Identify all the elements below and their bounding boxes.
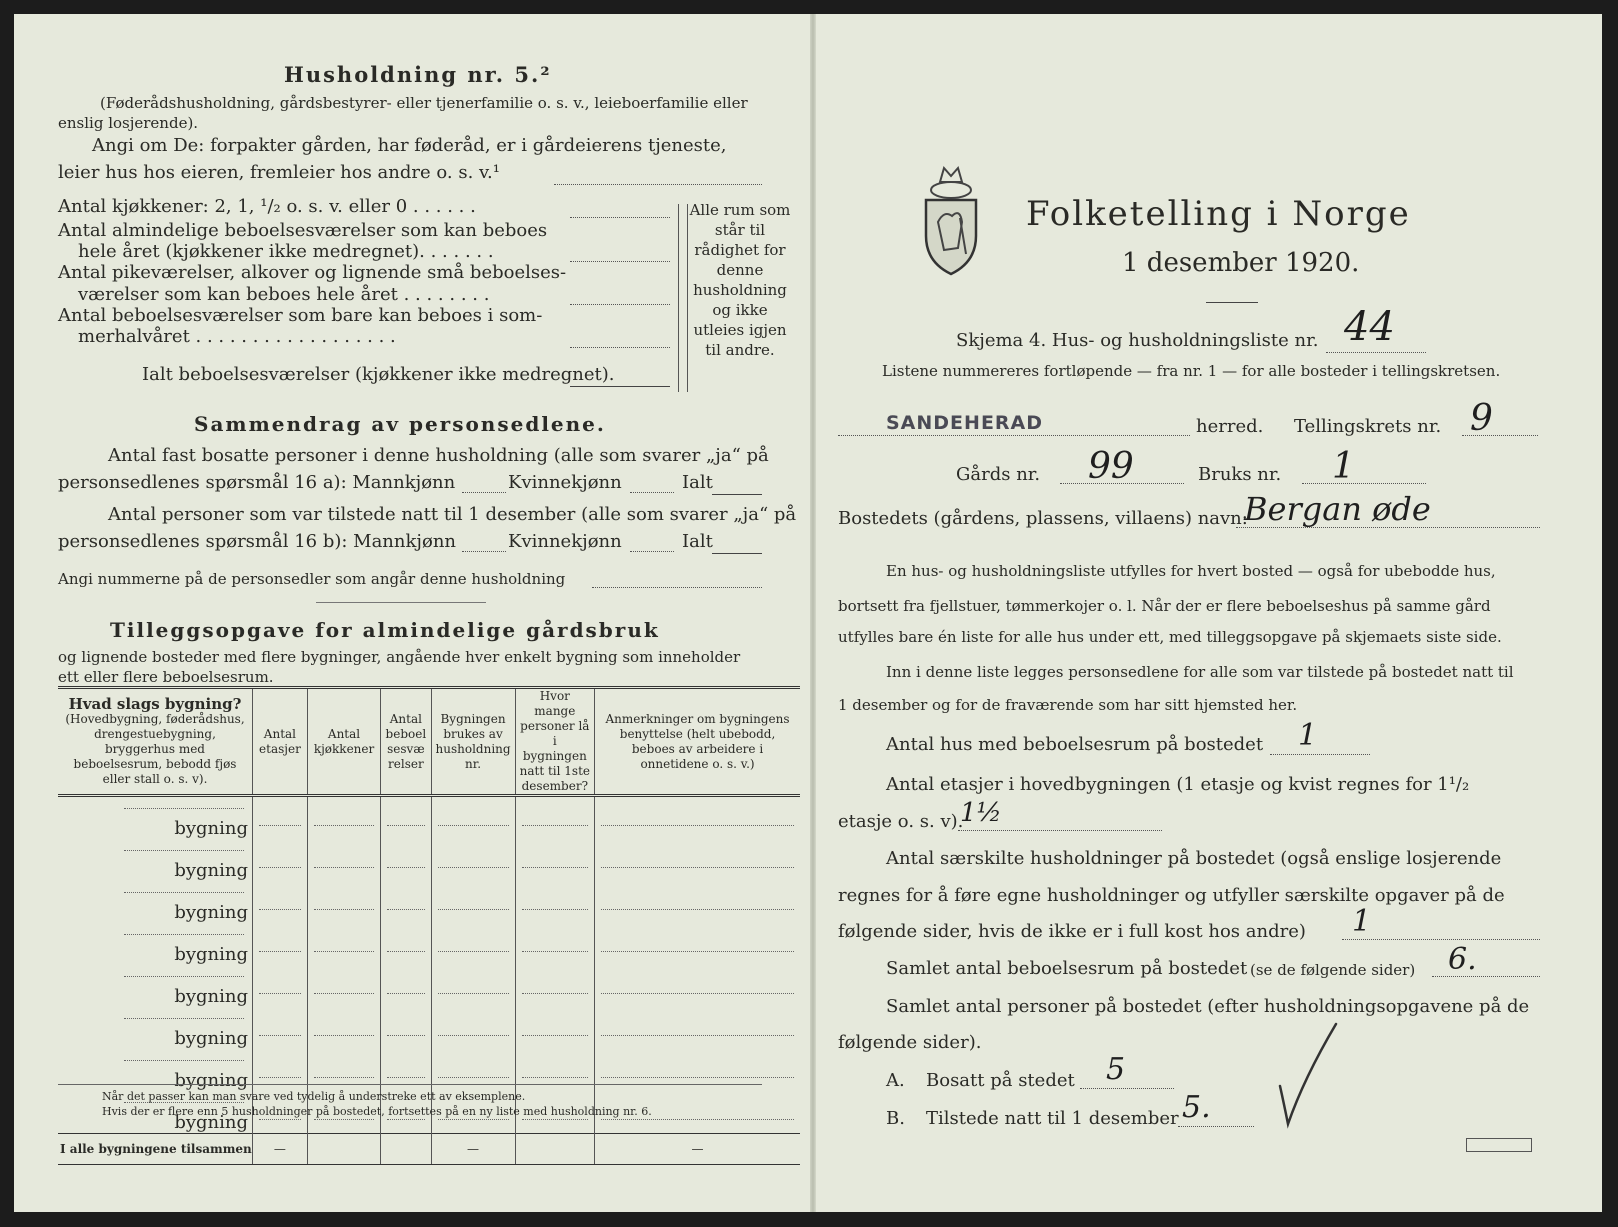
table-row — [58, 839, 800, 881]
rooms-total-answer-line[interactable] — [570, 386, 670, 387]
qb-letter: B. — [886, 1108, 905, 1129]
schema-number[interactable]: 44 — [1344, 304, 1395, 350]
rooms2-answer-line[interactable] — [570, 304, 670, 305]
bruks-line — [1302, 483, 1426, 484]
q3-line-b: regnes for å føre egne husholdninger og utfyller særskilte opgaver på de — [838, 885, 1505, 906]
total-kitchens — [307, 1134, 380, 1165]
summary-line2-b: personsedlenes spørsmål 16 b): Mannkjønn — [58, 531, 457, 552]
total-remarks: — — [595, 1134, 800, 1165]
col-kitchens — [307, 688, 380, 796]
bosted-label: Bostedets (gårdens, plassens, villaens) navn: — [838, 508, 1248, 529]
gards-value[interactable]: 99 — [1088, 446, 1134, 487]
building-label: bygning — [174, 1112, 249, 1133]
q2-value[interactable]: 1½ — [960, 798, 1002, 828]
q5-line-b: følgende sider). — [838, 1032, 982, 1053]
q1-label: Antal hus med beboelsesrum på bostedet — [886, 734, 1264, 755]
info-p5: 1 desember og for de fraværende som har sitt hjemsted her. — [838, 696, 1298, 714]
angi-numbers: Angi nummerne på de personsedler som angår denne husholdning — [58, 570, 566, 588]
building-cell[interactable] — [58, 796, 253, 840]
total-label: I alle bygningene tilsammen — [58, 1134, 253, 1165]
info-p1: En hus- og husholdningsliste utfylles for hvert bosted — også for ubebodde hus, — [886, 562, 1496, 580]
col-household-no-label: Bygningen brukes av husholdning nr. — [435, 711, 511, 771]
building-cell[interactable] — [58, 881, 253, 923]
s1-male-answer[interactable] — [462, 492, 506, 493]
angi-line1: Angi om De: forpakter gården, har føderåd, er i gårdeierens tjeneste, — [92, 135, 727, 156]
printer-stamp — [1466, 1138, 1532, 1152]
q4-value[interactable]: 6. — [1448, 942, 1477, 977]
form-date: 1 desember 1920. — [1122, 248, 1360, 278]
s2-total-label: Ialt — [682, 531, 713, 552]
building-label: bygning — [174, 1028, 249, 1049]
qb-line — [1178, 1126, 1254, 1127]
angi-numbers-answer[interactable] — [592, 587, 762, 588]
building-cell[interactable] — [58, 965, 253, 1007]
q3-value[interactable]: 1 — [1352, 904, 1372, 939]
krets-label: Tellingskrets nr. — [1294, 416, 1442, 437]
col-floors — [253, 688, 308, 796]
q2-line-a: Antal etasjer i hovedbygningen (1 etasje og kvist regnes for 1¹/₂ — [886, 774, 1470, 795]
col-floors-label: Antal etasjer — [259, 726, 301, 756]
col-remarks-label: Anmerkninger om bygningens benyttelse (helt ubebodd, beboes av arbeidere i onnetidene o. s. v.) — [605, 711, 790, 771]
table-row — [58, 965, 800, 1007]
table-row — [58, 796, 800, 840]
table-row — [58, 923, 800, 965]
q4-line — [1432, 976, 1540, 977]
s2-female-label: Kvinnekjønn — [508, 531, 622, 552]
tillegg-heading: Tilleggsopgave for almindelige gårdsbruk — [110, 618, 660, 642]
s1-female-answer[interactable] — [630, 492, 674, 493]
col-building-type-title: Hvad slags bygning? — [68, 694, 242, 713]
schema-number-line[interactable] — [1326, 352, 1426, 353]
rooms1-line-b: hele året (kjøkkener ikke medregnet). . . . . . . — [78, 241, 494, 262]
col-rooms-label: Antal beboelsesværelser — [385, 711, 427, 771]
s1-female-label: Kvinnekjønn — [508, 472, 622, 493]
info-p4: Inn i denne liste legges personsedlene for alle som var tilstede på bostedet natt til — [886, 663, 1514, 681]
rooms2-line-b: værelser som kan beboes hele året . . . . . . . . — [78, 284, 490, 305]
rooms2-line-a: Antal pikeværelser, alkover og lignende små beboelses- — [58, 262, 567, 283]
bosted-value[interactable]: Bergan øde — [1244, 490, 1431, 528]
bosted-line — [1236, 527, 1540, 528]
footnote-1: Når det passer kan man svare ved tydelig å understreke ett av eksemplene. — [102, 1090, 526, 1103]
table-row — [58, 1007, 800, 1049]
tillegg-line2: ett eller flere beboelsesrum. — [58, 668, 274, 686]
form-title: Folketelling i Norge — [1026, 194, 1411, 234]
qa-label: Bosatt på stedet — [926, 1070, 1075, 1091]
building-label: bygning — [174, 818, 249, 839]
household-intro-line2: enslig losjerende). — [58, 114, 199, 132]
q2-line — [958, 830, 1162, 831]
household-intro-line1: (Føderådshusholdning, gårdsbestyrer- eller tjenerfamilie o. s. v., leieboerfamilie eller — [100, 94, 748, 112]
rooms1-line-a: Antal almindelige beboelsesværelser som kan beboes — [58, 220, 548, 241]
side-note-bracket — [678, 204, 688, 392]
qa-letter: A. — [886, 1070, 905, 1091]
numbering-note: Listene nummereres fortløpende — fra nr. 1 — for alle bosteder i tellingskretsen. — [882, 362, 1501, 380]
right-page — [814, 14, 1602, 1212]
footnote-2: Hvis der er flere enn 5 husholdninger på bostedet, fortsettes på en ny liste med husholdning nr. 6. — [102, 1105, 652, 1118]
qb-label: Tilstede natt til 1 desember — [926, 1108, 1179, 1129]
building-label: bygning — [174, 944, 249, 965]
rooms3-line-b: merhalvåret . . . . . . . . . . . . . . . . . . — [78, 326, 396, 347]
summary-line2-a: Antal personer som var tilstede natt til 1 desember (alle som svarer „ja“ på — [108, 504, 797, 525]
q5-line-a: Samlet antal personer på bostedet (efter husholdningsopgavene på de — [886, 996, 1530, 1017]
col-rooms — [381, 688, 431, 796]
table-row — [58, 881, 800, 923]
building-label: bygning — [174, 902, 249, 923]
herred-value[interactable]: SANDEHERAD — [886, 412, 1044, 434]
q4-label: Samlet antal beboelsesrum på bostedet — [886, 958, 1248, 979]
info-p3: utfylles bare én liste for alle hus under ett, med tilleggsopgave på skjemaets siste side. — [838, 628, 1502, 646]
bruks-label: Bruks nr. — [1198, 464, 1282, 485]
q1-value[interactable]: 1 — [1298, 718, 1318, 753]
building-label: bygning — [174, 1070, 249, 1091]
tillegg-line1: og lignende bosteder med flere bygninger, angående hver enkelt bygning som inneholder — [58, 648, 741, 666]
coat-of-arms-icon — [918, 162, 984, 278]
kitchens-answer-line[interactable] — [570, 217, 670, 218]
total-persons — [515, 1134, 594, 1165]
col-persons-label: Hvor mange personer lå i bygningen natt til 1ste desember? — [519, 689, 590, 793]
total-floors: — — [253, 1134, 308, 1165]
census-form-sheet — [14, 14, 1602, 1212]
q2-line-b: etasje o. s. v). — [838, 811, 964, 832]
checkmark-icon — [1274, 1018, 1354, 1130]
angi-line2: leier hus hos eieren, fremleier hos andre o. s. v.¹ — [58, 162, 500, 183]
gards-line — [1060, 483, 1184, 484]
bruks-value[interactable]: 1 — [1332, 446, 1355, 487]
col-persons — [515, 688, 594, 796]
q3-line-a: Antal særskilte husholdninger på bostedet (også enslige losjerende — [886, 848, 1502, 869]
left-page — [14, 14, 812, 1212]
q1-line — [1270, 754, 1370, 755]
building-cell[interactable] — [58, 839, 253, 881]
building-cell[interactable] — [58, 923, 253, 965]
building-label: bygning — [174, 860, 249, 881]
title-rule — [1206, 302, 1258, 303]
qa-value[interactable]: 5 — [1106, 1052, 1126, 1087]
footnote-rule — [58, 1084, 762, 1085]
s2-total-answer[interactable] — [712, 553, 762, 554]
col-remarks — [595, 688, 800, 796]
qb-value[interactable]: 5. — [1182, 1090, 1211, 1125]
separator-line — [316, 602, 486, 603]
q4-note: (se de følgende sider) — [1250, 961, 1416, 979]
col-kitchens-label: Antal kjøkkener — [313, 726, 375, 756]
s2-female-answer[interactable] — [630, 551, 674, 552]
total-household: — — [431, 1134, 515, 1165]
building-label: bygning — [174, 986, 249, 1007]
q3-line-c: følgende sider, hvis de ikke er i full kost hos andre) — [838, 921, 1306, 942]
herred-label: herred. — [1196, 416, 1264, 437]
q3-line — [1342, 939, 1540, 940]
qa-line — [1080, 1088, 1174, 1089]
kitchens-question: Antal kjøkkener: 2, 1, ¹/₂ o. s. v. eller 0 . . . . . . — [58, 196, 476, 217]
s1-total-answer[interactable] — [712, 494, 762, 495]
side-note: Alle rum som står til rådighet for denne husholdning og ikke utleies igjen til andre. — [689, 201, 791, 359]
rooms-total: Ialt beboelsesværelser (kjøkkener ikke medregnet). — [142, 364, 615, 385]
col-household-no — [431, 688, 515, 796]
rooms3-answer-line[interactable] — [570, 347, 670, 348]
gards-label: Gårds nr. — [956, 464, 1041, 485]
total-rooms — [381, 1134, 431, 1165]
herred-line — [838, 435, 1190, 436]
schema-label: Skjema 4. Hus- og husholdningsliste nr. — [956, 330, 1319, 351]
s2-male-answer[interactable] — [462, 551, 506, 552]
building-cell[interactable] — [58, 1007, 253, 1049]
rooms3-line-a: Antal beboelsesværelser som bare kan beboes i som- — [58, 305, 543, 326]
info-p2: bortsett fra fjellstuer, tømmerkojer o. l. Når der er flere beboelseshus på samme gård — [838, 597, 1491, 615]
s1-total-label: Ialt — [682, 472, 713, 493]
krets-line — [1462, 435, 1538, 436]
household-heading: Husholdning nr. 5.² — [284, 62, 552, 87]
col-building-type-sub: (Hovedbygning, føderådshus, drengestuebygning, bryggerhus med beboelsesrum, bebodd fjøs eller stall o. s. v). — [65, 711, 245, 786]
col-building-type — [58, 688, 253, 796]
summary-line1-a: Antal fast bosatte personer i denne husholdning (alle som svarer „ja“ på — [108, 445, 769, 466]
summary-line1-b: personsedlenes spørsmål 16 a): Mannkjønn — [58, 472, 456, 493]
summary-heading: Sammendrag av personsedlene. — [194, 412, 606, 436]
angi-answer-line[interactable] — [554, 184, 762, 185]
krets-value[interactable]: 9 — [1470, 398, 1493, 439]
rooms1-answer-line[interactable] — [570, 261, 670, 262]
table-total-row — [58, 1134, 800, 1165]
